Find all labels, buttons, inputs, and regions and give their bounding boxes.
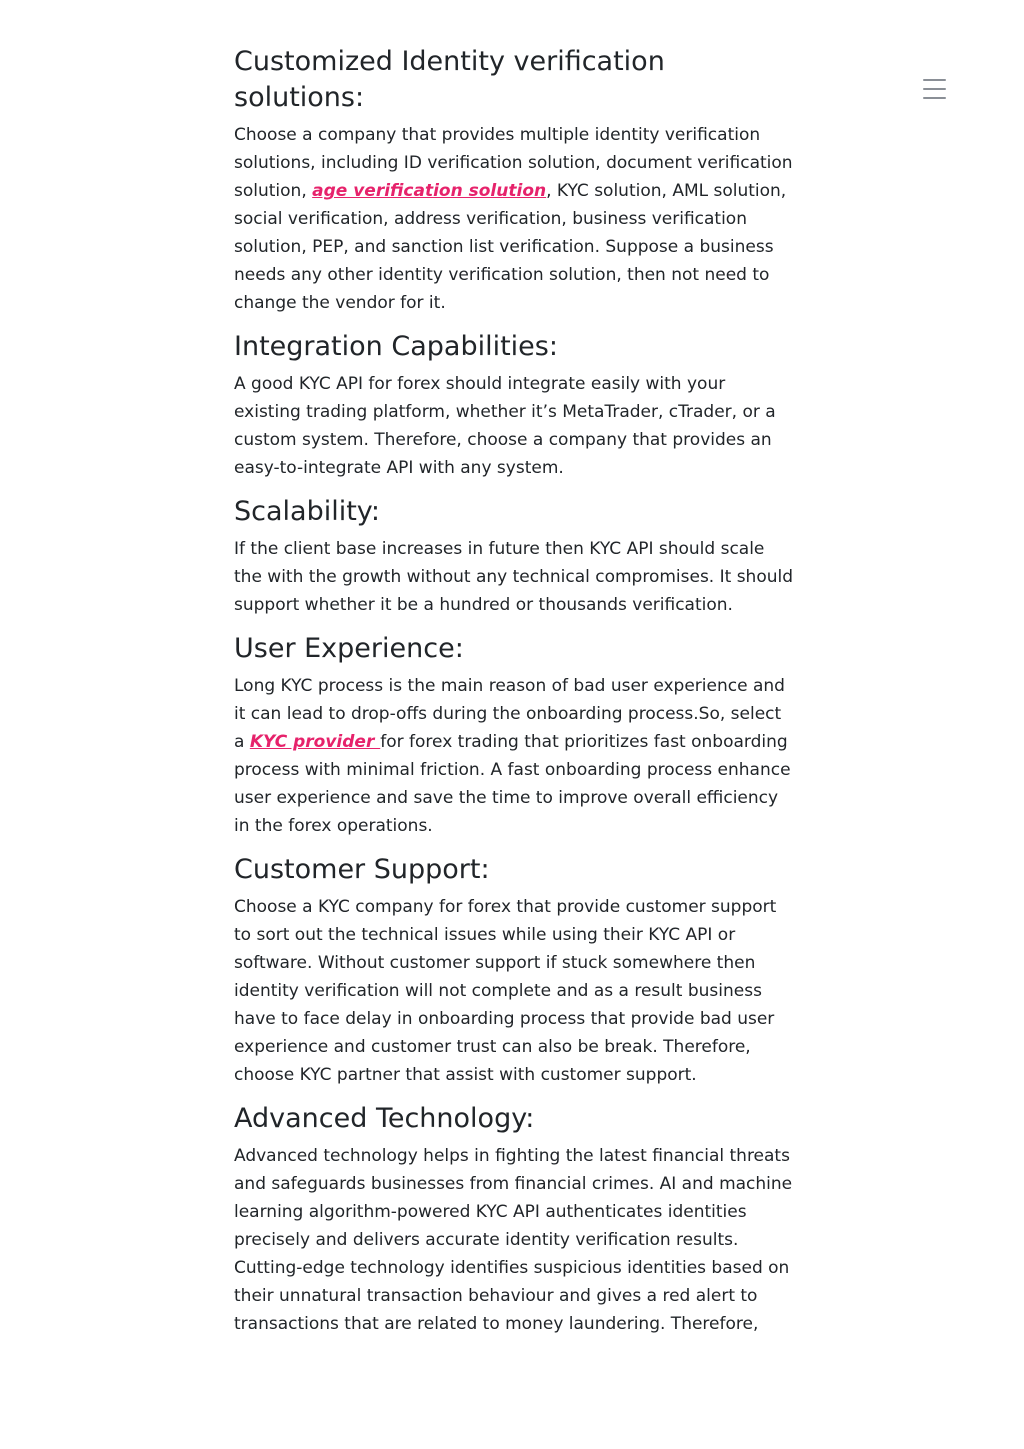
paragraph-integration-capabilities: A good KYC API for forex should integrate easily with your existing trading platform, whether it’s MetaTrader, cTrader, or a custom system. Therefore, choose a company that provides an easy-to-integrate API with any system. xyxy=(234,374,776,478)
hamburger-menu-icon[interactable] xyxy=(921,76,949,102)
article-content xyxy=(234,44,794,1350)
heading-user-experience: User Experience: xyxy=(234,633,464,664)
paragraph-text: Choose a company that provides multiple identity verification solutions, including ID verification solution, document verification solution, xyxy=(234,125,793,201)
paragraph-customized-solutions xyxy=(234,121,794,317)
paragraph-scalability: If the client base increases in future then KYC API should scale the with the growth without any technical compromises. It should support whether it be a hundred or thousands verification. xyxy=(234,539,794,615)
paragraph-advanced-technology: Advanced technology helps in fighting the latest financial threats and safeguards businesses from financial crimes. AI and machine learning algorithm-powered KYC API authenticates identities precisely and delivers accurate identity verification results. Cutting-edge technology identifies suspicious identities based on their unnatural transaction behaviour and gives a red alert to transactions that are related to money laundering. Therefore, xyxy=(234,1146,793,1334)
paragraph-text: , KYC solution, AML solution, social verification, address verification, business verification solution, PEP, and sanction list verification. Suppose a business needs any other identity verification solution, then not need to change the vendor for it. xyxy=(234,181,787,313)
age-verification-link[interactable]: age verification solution xyxy=(312,181,547,201)
kyc-provider-link[interactable]: KYC provider xyxy=(249,732,381,752)
paragraph-customer-support: Choose a KYC company for forex that provide customer support to sort out the technical issues while using their KYC API or software. Without customer support if stuck somewhere then identity verification will not complete and as a result business have to face delay in onboarding process that provide bad user experience and customer trust can also be break. Therefore, choose KYC partner that assist with customer support. xyxy=(234,897,777,1085)
heading-advanced-technology: Advanced Technology: xyxy=(234,1103,535,1134)
menu-bar-top xyxy=(923,79,946,81)
heading-customer-support: Customer Support: xyxy=(234,854,490,885)
menu-bar-bottom xyxy=(923,97,946,99)
paragraph-text: Long KYC process is the main reason of bad user experience and it can lead to drop-offs during the onboarding process.So, select a xyxy=(234,676,785,752)
paragraph-text: for forex trading that prioritizes fast onboarding process with minimal friction. A fast onboarding process enhance user experience and save the time to improve overall efficiency in the forex operations. xyxy=(234,732,791,836)
heading-scalability: Scalability: xyxy=(234,496,380,527)
menu-bar-middle xyxy=(923,88,946,90)
paragraph-user-experience xyxy=(234,672,794,840)
heading-customized-solutions: Customized Identity verification solutions: xyxy=(234,46,665,113)
heading-integration-capabilities: Integration Capabilities: xyxy=(234,331,558,362)
